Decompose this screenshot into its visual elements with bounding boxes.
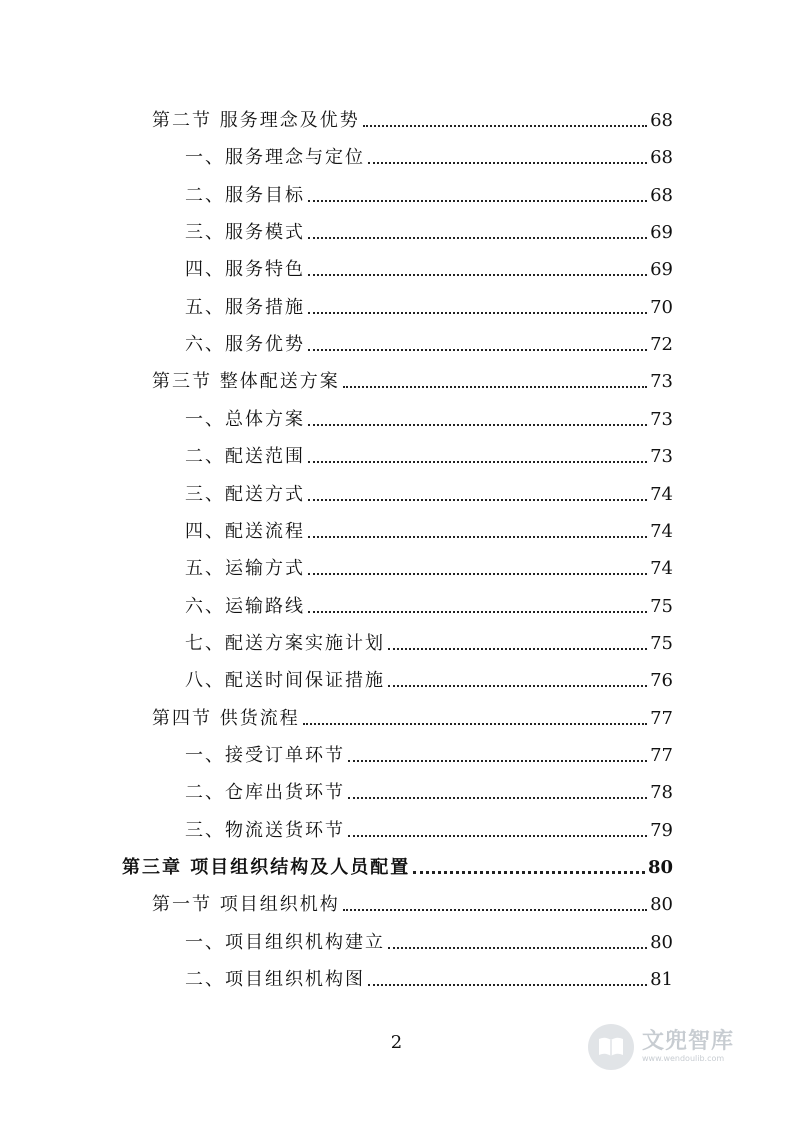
toc-entry[interactable] xyxy=(185,739,673,767)
toc-dot-leader xyxy=(308,200,647,202)
toc-entry[interactable] xyxy=(185,328,673,356)
toc-entry[interactable] xyxy=(185,403,673,431)
toc-entry[interactable] xyxy=(185,515,673,543)
toc-entry-page: 75 xyxy=(650,632,673,654)
toc-entry-title: 二、服务目标 xyxy=(185,184,305,206)
toc-entry-page: 72 xyxy=(650,334,673,356)
toc-entry-page: 69 xyxy=(650,259,673,281)
toc-entry-page: 69 xyxy=(650,222,673,244)
watermark xyxy=(586,1018,756,1076)
toc-entry[interactable] xyxy=(185,478,673,506)
toc-dot-leader xyxy=(368,162,647,164)
toc-entry[interactable] xyxy=(185,664,673,692)
toc-entry-title: 三、服务模式 xyxy=(185,222,305,244)
toc-entry[interactable] xyxy=(185,179,673,207)
toc-dot-leader xyxy=(308,237,647,239)
toc-dot-leader xyxy=(348,760,647,762)
toc-entry-title: 二、配送范围 xyxy=(185,446,305,468)
toc-entry-page: 77 xyxy=(650,707,673,729)
toc-entry-title: 第二节 服务理念及优势 xyxy=(152,110,360,131)
toc-entry[interactable] xyxy=(185,552,673,580)
toc-entry-page: 76 xyxy=(650,670,673,692)
toc-entry[interactable] xyxy=(185,776,673,804)
toc-dot-leader xyxy=(368,984,647,986)
toc-entry-title: 八、配送时间保证措施 xyxy=(185,670,385,692)
toc-entry-page: 80 xyxy=(650,894,673,916)
toc-entry-page: 81 xyxy=(650,969,673,991)
toc-entry[interactable] xyxy=(185,814,673,842)
toc-dot-leader xyxy=(388,685,647,687)
toc-dot-leader xyxy=(388,648,647,650)
toc-entry-title: 四、服务特色 xyxy=(185,259,305,281)
toc-entry-title: 三、配送方式 xyxy=(185,483,305,505)
toc-entry[interactable] xyxy=(185,963,673,991)
toc-entry[interactable] xyxy=(152,702,673,730)
toc-entry-title: 二、项目组织机构图 xyxy=(185,969,365,991)
toc-entry-title: 五、运输方式 xyxy=(185,558,305,580)
toc-entry-page: 70 xyxy=(650,296,673,318)
toc-dot-leader xyxy=(308,611,647,613)
toc-entry[interactable] xyxy=(185,141,673,169)
toc-entry[interactable] xyxy=(185,253,673,281)
toc-dot-leader xyxy=(308,349,647,351)
watermark-text xyxy=(642,1030,734,1064)
watermark-name: 文兜智库 xyxy=(642,1029,735,1054)
toc-entry-page: 75 xyxy=(650,595,673,617)
toc-entry-page: 68 xyxy=(650,184,673,206)
toc-entry-title: 一、项目组织机构建立 xyxy=(185,931,385,953)
toc-entry-page: 68 xyxy=(650,110,673,131)
toc-entry-title: 一、总体方案 xyxy=(185,408,305,430)
toc-entry-page: 79 xyxy=(650,819,673,841)
toc-entry-page: 73 xyxy=(650,446,673,468)
toc-entry-title: 六、运输路线 xyxy=(185,595,305,617)
toc-entry[interactable] xyxy=(185,440,673,468)
toc-entry[interactable] xyxy=(185,590,673,618)
toc-dot-leader xyxy=(348,797,647,799)
toc-entry-title: 一、服务理念与定位 xyxy=(185,147,365,169)
toc-entry-page: 73 xyxy=(650,371,673,393)
book-brand-icon xyxy=(586,1022,636,1072)
toc-dot-leader xyxy=(303,723,647,725)
toc-entry-title: 第四节 供货流程 xyxy=(152,707,300,729)
toc-entry-page: 80 xyxy=(647,857,673,878)
page-number: 2 xyxy=(390,1032,403,1053)
toc-dot-leader xyxy=(308,499,647,501)
toc-entry[interactable] xyxy=(185,216,673,244)
toc-entry-title: 第一节 项目组织机构 xyxy=(152,894,340,916)
toc-entry[interactable] xyxy=(185,926,673,954)
toc-entry-title: 七、配送方案实施计划 xyxy=(185,632,385,654)
toc-dot-leader xyxy=(308,461,647,463)
toc-entry-page: 74 xyxy=(650,558,673,580)
toc-dot-leader xyxy=(348,835,647,837)
toc-dot-leader xyxy=(413,871,645,874)
toc-dot-leader xyxy=(363,125,647,127)
toc-entry-page: 68 xyxy=(650,147,673,169)
toc-entry-title: 第三章 项目组织结构及人员配置 xyxy=(122,857,411,878)
toc-entry-title: 四、配送流程 xyxy=(185,520,305,542)
toc-dot-leader xyxy=(388,947,647,949)
toc-entry[interactable] xyxy=(152,888,673,916)
toc-entry-page: 73 xyxy=(650,408,673,430)
toc-entry[interactable] xyxy=(122,851,673,879)
toc-entry-title: 六、服务优势 xyxy=(185,334,305,356)
toc-entry-title: 第三节 整体配送方案 xyxy=(152,371,340,393)
toc-dot-leader xyxy=(308,274,647,276)
toc-entry-page: 74 xyxy=(650,520,673,542)
toc-entry-title: 二、仓库出货环节 xyxy=(185,782,345,804)
toc-entry[interactable] xyxy=(185,627,673,655)
toc-entry-page: 74 xyxy=(650,483,673,505)
watermark-url: www.wendoulib.com xyxy=(642,1054,725,1063)
toc-dot-leader xyxy=(343,909,647,911)
toc-entry[interactable] xyxy=(152,104,673,132)
toc-dot-leader xyxy=(308,536,647,538)
toc-entry-page: 77 xyxy=(650,744,673,766)
toc-dot-leader xyxy=(343,386,647,388)
toc-entry[interactable] xyxy=(152,365,673,393)
toc-entry-title: 五、服务措施 xyxy=(185,296,305,318)
toc-dot-leader xyxy=(308,312,647,314)
toc-dot-leader xyxy=(308,573,647,575)
toc-entry-page: 78 xyxy=(650,782,673,804)
toc-entry-title: 三、物流送货环节 xyxy=(185,819,345,841)
toc-entry[interactable] xyxy=(185,291,673,319)
toc-dot-leader xyxy=(308,424,647,426)
toc-entry-title: 一、接受订单环节 xyxy=(185,744,345,766)
toc-entry-page: 80 xyxy=(650,931,673,953)
